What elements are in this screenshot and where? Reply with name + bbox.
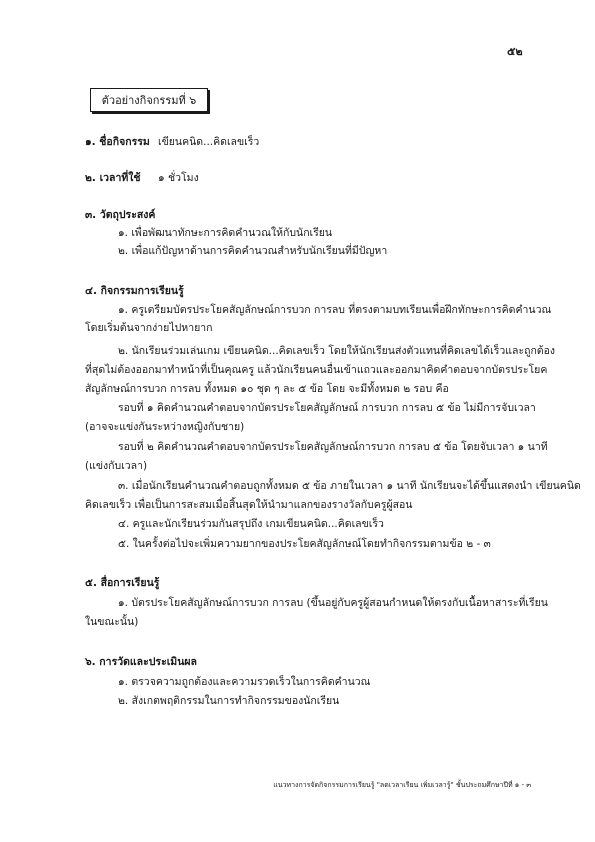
section-4-line: รอบที่ ๑ คิดคำนวณคำตอบจากบัตรประโยคสัญลักษณ์ การบวก การลบ ๕ ข้อ ไม่มีการจับเวลา [118,402,536,414]
section-6-item: ๒. สังเกตพฤติกรรมในการทำกิจกรรมของนักเรียน [118,695,340,707]
section-3-item: ๒. เพื่อแก้ปัญหาด้านการคิดคำนวณสำหรับนักเรียนที่มีปัญหา [118,245,388,257]
section-4-line: ๑. ครูเตรียมบัตรประโยคสัญลักษณ์การบวก การลบ ที่ตรงตามบทเรียนเพื่อฝึกทักษะการคิดคำนวณ [118,304,552,316]
section-1-value: เขียนคนิด...คิดเลขเร็ว [158,136,260,148]
section-4-line: โดยเริ่มต้นจากง่ายไปหายาก [85,322,213,334]
section-4-line: สัญลักษณ์การบวก การลบ ทั้งหมด ๑๐ ชุด ๆ ละ ๕ ข้อ โดย จะมีทั้งหมด ๒ รอบ คือ [85,383,449,395]
activity-title-box [90,88,208,112]
section-4-line: ที่สุดไม่ต้องออกมาทำหน้าที่เป็นคุณครู แล้วนักเรียนคนอื่นเข้าแถวและออกมาคิดคำตอบจากบัตรประโยค [85,364,548,376]
section-4-line: (อาจจะแข่งกันระหว่างหญิงกับชาย) [85,421,245,433]
section-1-label: ๑. ชื่อกิจกรรม [85,136,150,148]
section-3-item: ๑. เพื่อพัฒนาทักษะการคิดคำนวณให้กับนักเรียน [118,227,333,239]
section-4-line: รอบที่ ๒ คิดคำนวณคำตอบจากบัตรประโยคสัญลักษณ์การบวก การลบ ๕ ข้อ โดยจับเวลา ๑ นาที [118,441,548,453]
section-3-label: ๓. วัตถุประสงค์ [85,209,156,221]
section-4-line: ๔. ครูและนักเรียนร่วมกันสรุปถึง เกมเขียนคนิด...คิดเลขเร็ว [118,518,384,530]
page-footer: แนวทางการจัดกิจกรรมการเรียนรู้ "ลดเวลาเรียน เพิ่มเวลารู้" ชั้นประถมศึกษาปีที่ ๑ - ๓ [273,781,531,789]
section-6-label: ๖. การวัดและประเมินผล [85,656,197,668]
page-number: ๕๒ [507,45,523,58]
section-4-line: (แข่งกับเวลา) [85,460,148,472]
section-5-label: ๕. สื่อการเรียนรู้ [85,577,160,589]
section-4-line: ๕. ในครั้งต่อไปจะเพิ่มความยากของประโยคสัญลักษณ์โดยทำกิจกรรมตามข้อ ๒ - ๓ [118,538,491,550]
section-4-label: ๔. กิจกรรมการเรียนรู้ [85,285,184,297]
activity-title: ตัวอย่างกิจกรรมที่ ๖ [101,94,197,107]
section-5-line: ในขณะนั้น) [85,616,139,628]
section-4-line: ๒. นักเรียนร่วมเล่นเกม เขียนคนิด...คิดเลขเร็ว โดยให้นักเรียนส่งตัวแทนที่คิดเลขได้เร็วและถูกต้อง [118,345,556,357]
section-2-label: ๒. เวลาที่ใช้ [85,172,141,184]
section-4-line: ๓. เมื่อนักเรียนคำนวณคำตอบถูกทั้งหมด ๕ ข้อ ภายในเวลา ๑ นาที นักเรียนจะได้ขึ้นแสดงนำ เขียนคนิด [118,480,581,492]
section-4-line: คิดเลขเร็ว เพื่อเป็นการสะสมเมื่อสิ้นสุดให้นำมาแลกของรางวัลกับครูผู้สอน [85,499,413,511]
section-5-line: ๑. บัตรประโยคสัญลักษณ์การบวก การลบ (ขึ้นอยู่กับครูผู้สอนกำหนดให้ตรงกับเนื้อหาสาระที่เรียน [118,597,548,609]
section-2-value: ๑ ชั่วโมง [158,172,199,184]
section-6-item: ๑. ตรวจความถูกต้องและความรวดเร็วในการคิดคำนวณ [118,676,371,688]
